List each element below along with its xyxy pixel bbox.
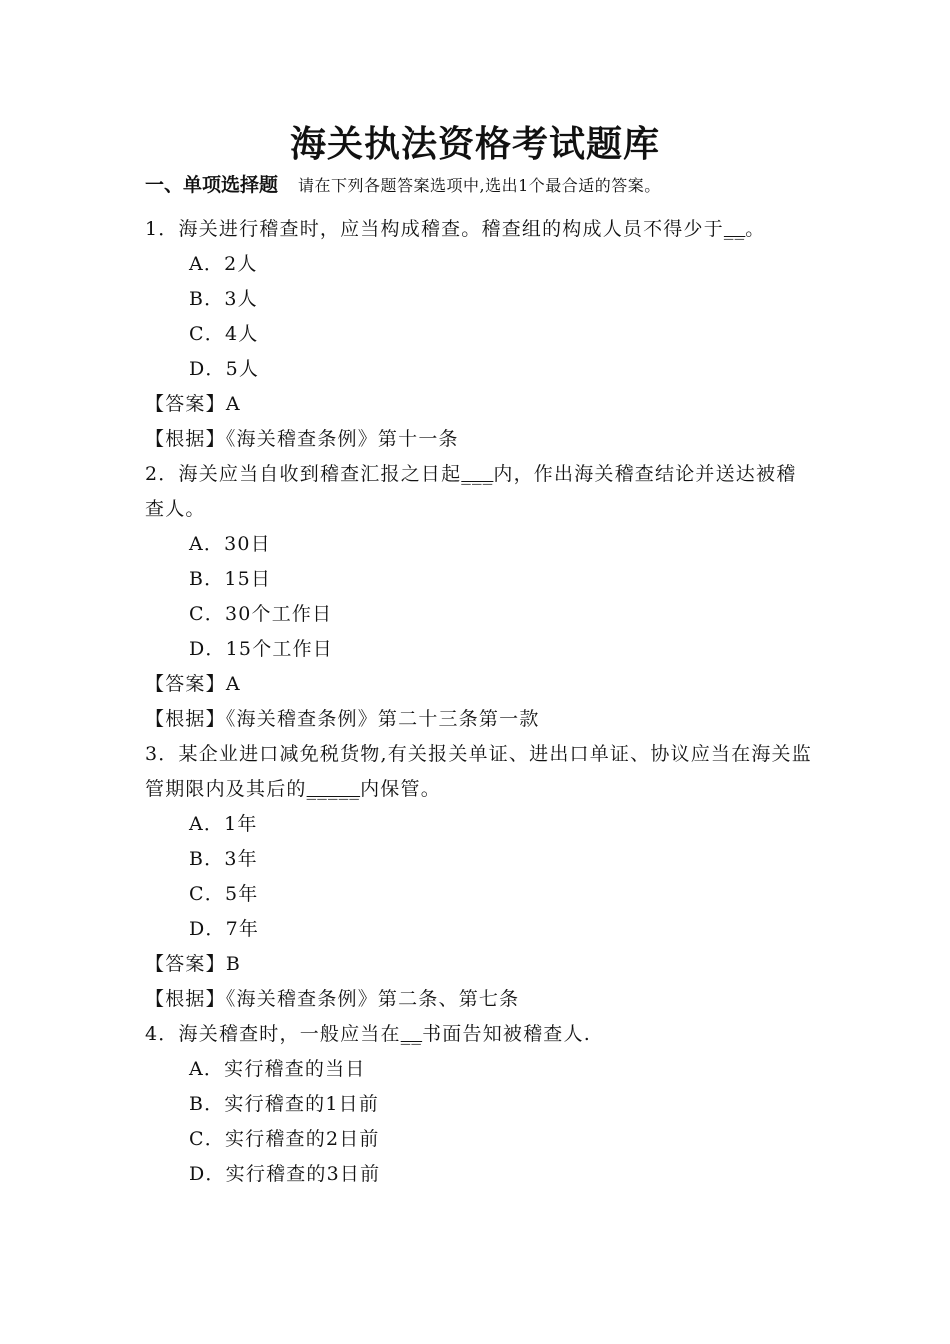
answer-label: 【答案】 [145,953,226,975]
document-title: 海关执法资格考试题库 [289,123,660,165]
answer-blank: __ [723,218,746,240]
basis-line [145,982,825,1017]
stem-text: 。 [745,218,766,240]
section-heading: 一、单项选择题 [145,174,279,196]
option-a: A．30日 [189,533,271,555]
option-c: C．实行稽查的2日前 [189,1128,380,1150]
basis-value: 《海关稽查条例》第二十三条第一款 [225,708,540,730]
answer-value: B [225,953,241,975]
option-a: A．实行稽查的当日 [189,1058,366,1080]
answer-value: A [225,673,241,695]
option-c: C．5年 [189,883,259,905]
question-stem [145,737,815,807]
option-a: A．1年 [189,813,258,835]
basis-value: 《海关稽查条例》第十一条 [225,428,459,450]
answer-line [145,667,825,702]
answer-blank: __ [400,1023,423,1045]
stem-text: 3．某企业进口减免税货物,有关报关单证、进出口单证、协议应当在海关监管期限内及其后的 [145,743,812,800]
question-list [145,212,825,1192]
basis-line [145,702,825,737]
option-b: B．实行稽查的1日前 [189,1093,380,1115]
answer-value: A [225,393,241,415]
answer-blank: _____ [306,778,361,800]
basis-label: 【根据】 [145,708,226,730]
option-d: D．5人 [189,358,260,380]
option-b: B．3人 [189,288,258,310]
basis-label: 【根据】 [145,988,226,1010]
question-stem [145,457,815,527]
question-stem [145,1017,815,1052]
stem-text: 内，作出海关稽查结论并送达被稽查人。 [145,463,797,520]
answer-label: 【答案】 [145,393,226,415]
option-c: C．4人 [189,323,259,345]
question-stem [145,212,815,247]
stem-text: 1．海关进行稽查时，应当构成稽查。稽查组的构成人员不得少于 [145,218,724,240]
section-instruction: 请在下列各题答案选项中,选出1个最合适的答案。 [298,176,661,195]
option-d: D．7年 [189,918,260,940]
option-a: A．2人 [189,253,258,275]
answer-blank: ___ [461,463,494,485]
option-d: D．实行稽查的3日前 [189,1163,381,1185]
option-c: C．30个工作日 [189,603,333,625]
option-d: D．15个工作日 [189,638,334,660]
answer-label: 【答案】 [145,673,226,695]
section-header [145,170,661,197]
stem-text: 4．海关稽查时，一般应当在 [145,1023,401,1045]
basis-value: 《海关稽查条例》第二条、第七条 [225,988,520,1010]
basis-label: 【根据】 [145,428,226,450]
option-b: B．15日 [189,568,272,590]
basis-line [145,422,825,457]
option-b: B．3年 [189,848,258,870]
answer-line [145,387,825,422]
stem-text: 2．海关应当自收到稽查汇报之日起 [145,463,462,485]
answer-line [145,947,825,982]
stem-text: 内保管。 [360,778,441,800]
stem-text: 书面告知被稽查人. [422,1023,591,1045]
